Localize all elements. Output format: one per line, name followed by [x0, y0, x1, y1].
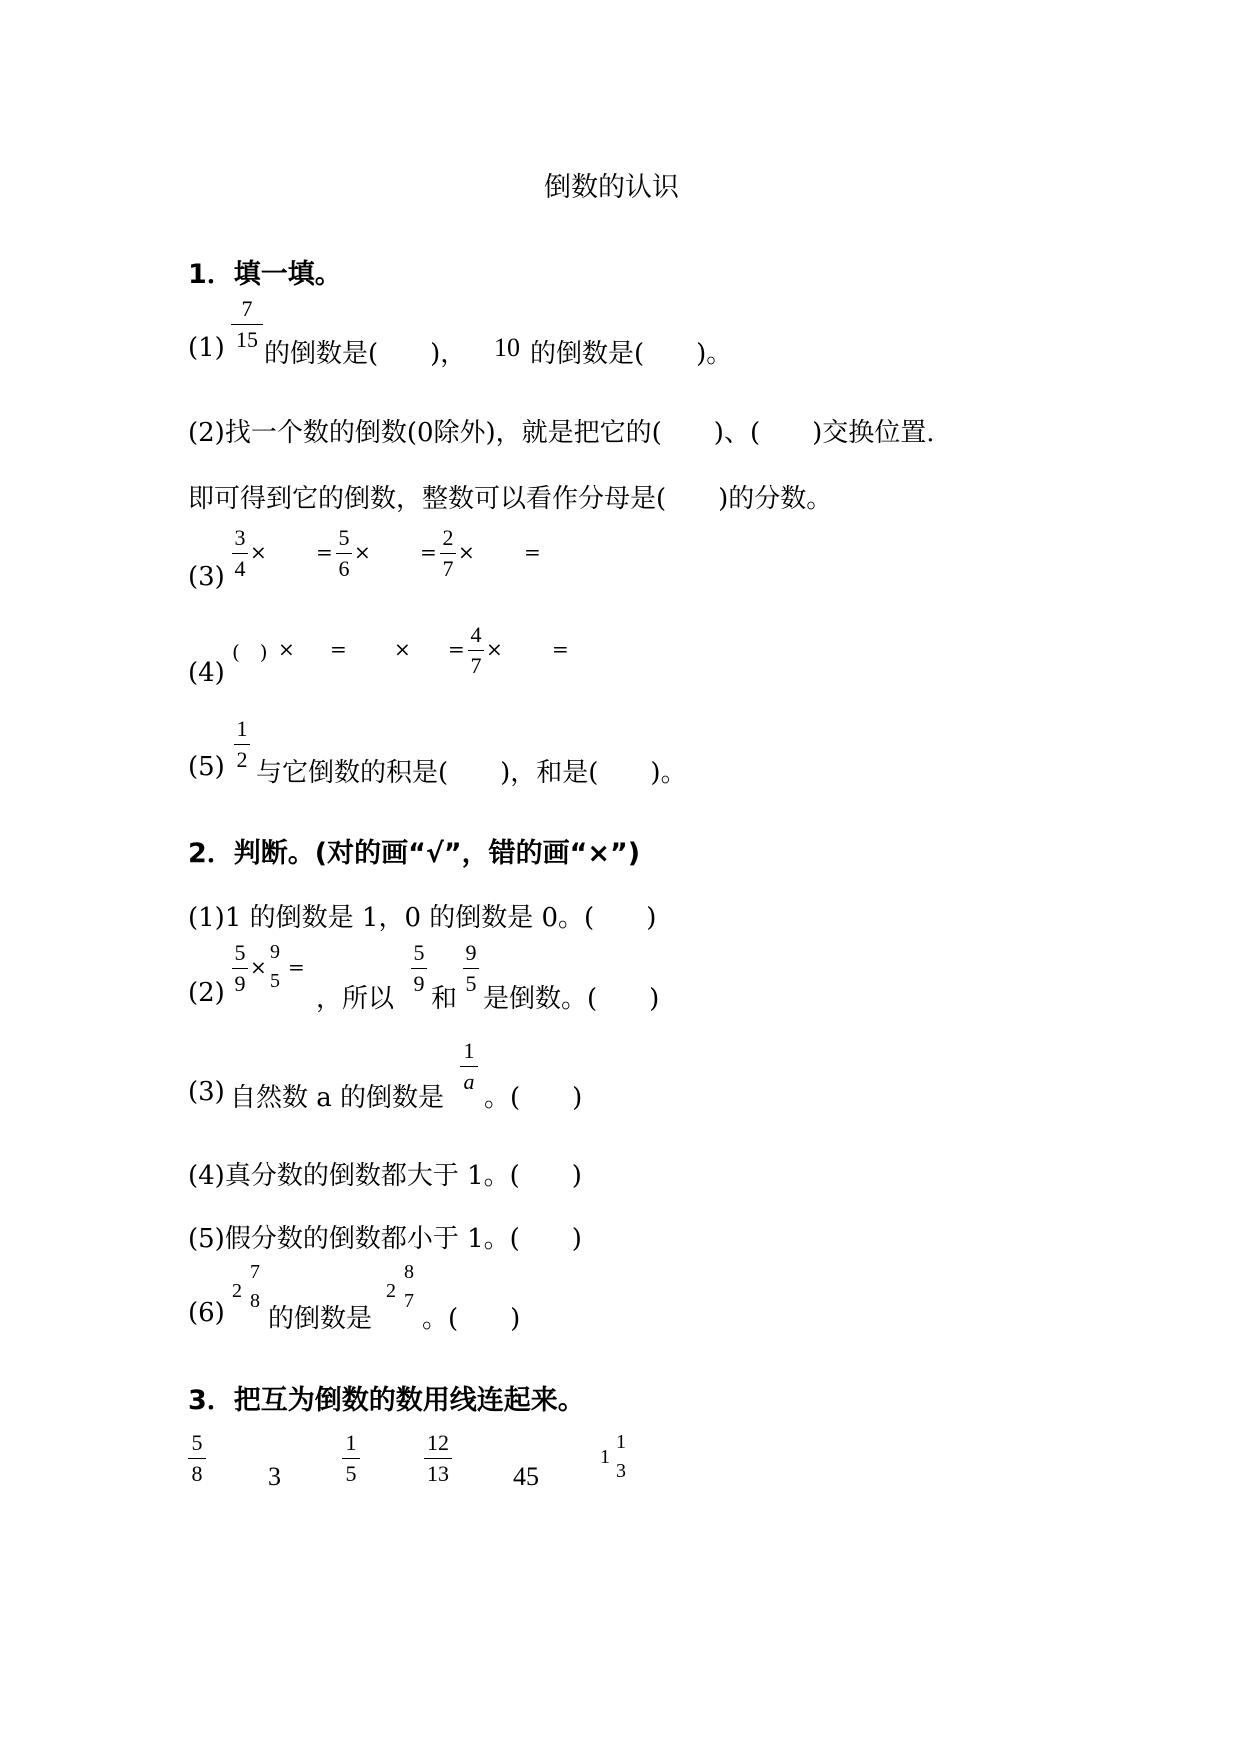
denominator: 5: [465, 971, 477, 996]
s2-q6-fraction-2: [402, 1262, 416, 1311]
s2-q3-end: 。( ): [484, 1083, 583, 1113]
fraction-bar: [424, 1458, 452, 1459]
denominator: 7: [470, 653, 482, 678]
s2-q2-fraction-2: [268, 942, 282, 991]
s2-q2-fraction-4: [463, 942, 479, 995]
s2-q2-fraction-3: [411, 942, 427, 995]
numerator: 3: [234, 525, 246, 550]
s1-q4-times-3: ×: [486, 637, 503, 661]
s1-q4-fraction: [468, 624, 484, 677]
s1-q4-times-1: ×: [278, 637, 295, 661]
fraction-bar: [460, 1066, 478, 1067]
s2-q6-whole-2: 2: [386, 1280, 396, 1302]
s2-q2-label: (2): [188, 978, 225, 1008]
s1-q3-eq-1: =: [316, 540, 333, 564]
fraction-bar: [232, 968, 248, 969]
denominator: a: [463, 1069, 475, 1094]
numerator: 7: [241, 296, 253, 321]
numerator: 2: [442, 525, 454, 550]
s2-q2-times: ×: [250, 955, 267, 979]
s1-q1-fraction: [231, 298, 263, 351]
numerator: 1: [345, 1430, 357, 1455]
match-item-2: 3: [268, 1462, 281, 1491]
fraction-bar: [614, 1456, 628, 1457]
match-item-4: [424, 1432, 452, 1485]
fraction-bar: [402, 1286, 416, 1287]
fraction-bar: [248, 1286, 262, 1287]
fraction-bar: [468, 650, 484, 651]
s1-q4-label: (4): [188, 658, 225, 688]
match-item-6-whole: 1: [600, 1446, 610, 1468]
s1-q4-blank-paren: ( ): [232, 640, 268, 664]
s1-q4-eq-3: =: [552, 637, 569, 661]
match-item-6-fraction: [614, 1432, 628, 1481]
numerator: 9: [270, 941, 280, 963]
fraction-bar: [234, 744, 250, 745]
s2-q6-whole-1: 2: [232, 1280, 242, 1302]
s1-q2-line1: (2)找一个数的倒数(0除外)，就是把它的( )、( )交换位置.: [188, 418, 935, 448]
fraction-bar: [336, 553, 352, 554]
numerator: 9: [465, 940, 477, 965]
s1-q3-fraction-3: [440, 527, 456, 580]
fraction-bar: [440, 553, 456, 554]
denominator: 9: [413, 971, 425, 996]
denominator: 7: [442, 556, 454, 581]
s2-q2-eq: =: [288, 955, 305, 979]
denominator: 9: [234, 971, 246, 996]
numerator: 5: [191, 1430, 203, 1455]
s1-q5-fraction: [234, 718, 250, 771]
s2-q5: (5)假分数的倒数都小于 1。( ): [188, 1224, 582, 1254]
numerator: 1: [463, 1038, 475, 1063]
s2-q2-fraction-1: [232, 942, 248, 995]
s1-q1-text2: 的倒数是( )。: [530, 339, 733, 369]
s1-q1-ten: 10: [494, 333, 520, 362]
s2-q3-fraction: [460, 1040, 478, 1093]
fraction-bar: [268, 966, 282, 967]
section-2-heading: 2．判断。(对的画“√”，错的画“×”): [188, 838, 641, 869]
s2-q1: (1)1 的倒数是 1，0 的倒数是 0。( ): [188, 903, 657, 933]
match-item-5: 45: [513, 1462, 539, 1491]
fraction-bar: [411, 968, 427, 969]
denominator: 2: [236, 747, 248, 772]
s2-q4: (4)真分数的倒数都大于 1。( ): [188, 1161, 582, 1191]
s2-q2-text3: 是倒数。( ): [483, 984, 660, 1014]
s2-q3-label: (3): [188, 1077, 225, 1107]
s2-q6-fraction-1: [248, 1262, 262, 1311]
s1-q4-times-2: ×: [394, 637, 411, 661]
s1-q4-eq-1: =: [330, 637, 347, 661]
page-title: 倒数的认识: [544, 172, 679, 203]
s1-q3-times-2: ×: [354, 540, 371, 564]
denominator: 5: [270, 970, 280, 992]
s2-q2-text2: 和: [431, 984, 458, 1014]
numerator: 5: [234, 940, 246, 965]
match-item-1: [188, 1432, 206, 1485]
s1-q1-text1: 的倒数是( )，: [264, 339, 467, 369]
denominator: 13: [427, 1461, 449, 1486]
denominator: 4: [234, 556, 246, 581]
denominator: 3: [616, 1460, 626, 1482]
numerator: 8: [404, 1261, 414, 1283]
numerator: 1: [616, 1431, 626, 1453]
denominator: 8: [191, 1461, 203, 1486]
fraction-bar: [463, 968, 479, 969]
fraction-bar: [232, 553, 248, 554]
fraction-bar: [342, 1458, 360, 1459]
denominator: 6: [338, 556, 350, 581]
s2-q2-text1: ，所以: [316, 984, 395, 1014]
fraction-bar: [188, 1458, 206, 1459]
section-1-heading: 1．填一填。: [188, 259, 342, 290]
section-3-heading: 3．把互为倒数的数用线连起来。: [188, 1385, 585, 1416]
s1-q3-times-3: ×: [458, 540, 475, 564]
match-item-3: [342, 1432, 360, 1485]
numerator: 5: [413, 940, 425, 965]
denominator: 8: [250, 1290, 260, 1312]
s1-q5-label: (5): [188, 752, 225, 782]
numerator: 5: [338, 525, 350, 550]
s1-q3-times-1: ×: [250, 540, 267, 564]
denominator: 15: [236, 327, 258, 352]
s1-q3-eq-2: =: [420, 540, 437, 564]
denominator: 7: [404, 1290, 414, 1312]
s2-q6-text: 的倒数是: [268, 1304, 373, 1334]
numerator: 4: [470, 622, 482, 647]
s1-q5-text: 与它倒数的积是( )，和是( )。: [256, 758, 687, 788]
fraction-bar: [231, 324, 263, 325]
numerator: 12: [427, 1430, 449, 1455]
s1-q1-label: (1): [188, 333, 225, 363]
s1-q3-label: (3): [188, 562, 225, 592]
numerator: 1: [236, 716, 248, 741]
s2-q6-end: 。( ): [422, 1304, 521, 1334]
s1-q2-line2: 即可得到它的倒数，整数可以看作分母是( )的分数。: [188, 484, 833, 514]
numerator: 7: [250, 1261, 260, 1283]
s1-q3-fraction-1: [232, 527, 248, 580]
s1-q4-eq-2: =: [448, 637, 465, 661]
s2-q6-label: (6): [188, 1298, 225, 1328]
s1-q3-eq-3: =: [524, 540, 541, 564]
s1-q3-fraction-2: [336, 527, 352, 580]
denominator: 5: [345, 1461, 357, 1486]
s2-q3-text: 自然数 a 的倒数是: [230, 1083, 445, 1113]
